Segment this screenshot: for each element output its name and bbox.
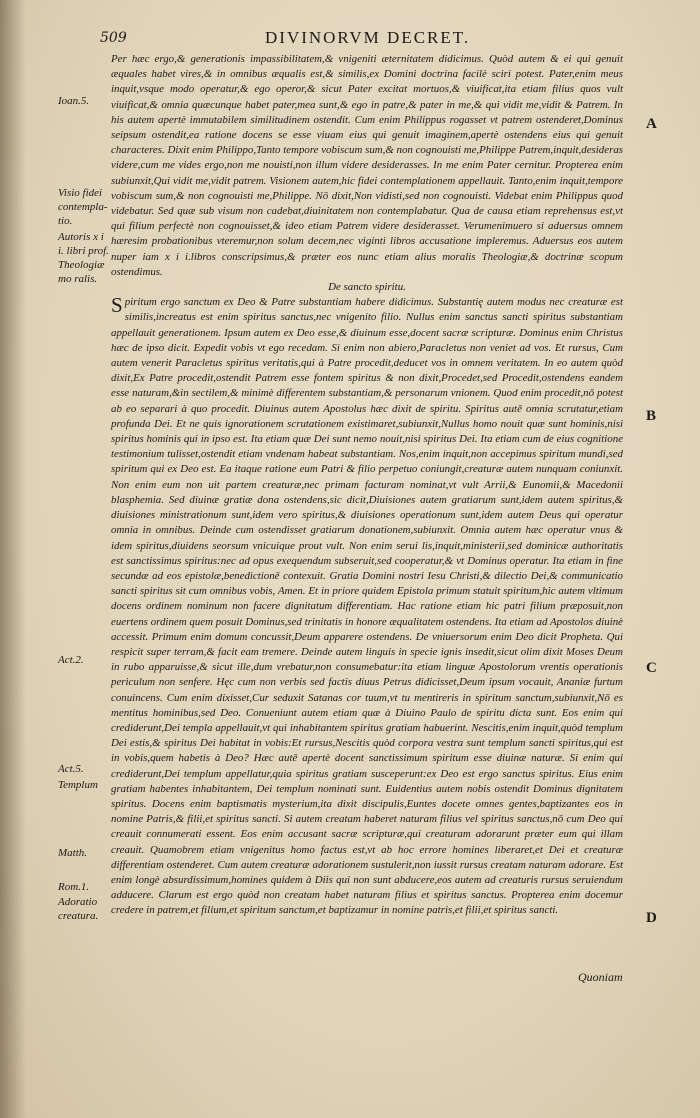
margin-note-autoris: Autoris x i i. libri prof. Theologiæ mo ralis.: [58, 231, 109, 285]
margin-note-act2: Act.2.: [58, 654, 84, 666]
main-text-block: [111, 52, 623, 919]
margin-note-visio-fidei: Visio fidei contempla- tio.: [58, 187, 108, 227]
page-number: 509: [100, 30, 127, 46]
section-letter-d: D: [646, 910, 657, 926]
margin-note-act5: Act.5.: [58, 763, 84, 775]
margin-note-ioan: Ioan.5.: [58, 95, 90, 107]
paragraph-2: Spiritum ergo sanctum ex Deo & Patre substantiam habere didicimus. Substantię autem modus nec creaturæ est similis,increatus est enim spiritus sanctus,nec vnigenito filio. Nullus enim sanctus sancti spiritus substantiam appellauit generationem. Ipsum autem ex Deo esse,& diuinum esse,docent sacræ scripturæ. Dominus enim Christus hæc de ipso dicit. Expedit vobis vt ego recedam. Si enim non abiero,Paracletus non veniet ad vos. Et rursus, Cum autem venerit Paracletus spiritus veritatis,qui à Patre procedit,deducet vos in omnem veritatem. In eo autem quòd dixit,Ex Patre procedit,ostendit Patrem esse fontem spiritus & non dixit,Procedet,sed Procedit,ostendens eandem esse naturam,&in sectilem,& minimè differentem substantiam,& personarum vnionem. Quod enim procedit,nō potest ab eo separari à quo procedit. Diuinus autem Apostolus hæc dixit de spiritu. Spiritus autē omnia scrutatur,etiam profunda Dei. Et ne quis ignorationem scrutationem existimaret,subiunxit,Nullus homo nouit quæ sunt hominis,nisi spiritus hominis qui in ipso est. Ita etiam quæ Dei sunt nemo nouit,nisi spiritus Dei. Ita etiam cum de eius cognitione testimonium tulisset,ostendit etiam vndenam habeat substantiam. Nos,enim inquit,non accepimus spiritum mundi,sed spiritum qui ex Deo est. Ea itaque ratione eum Patri & filio perpetuo coniungit,creaturæ autem nunquam coniunxit. Non enim eum non uit partem creaturæ,nec primam facturam nominat,vt vult Arrii,& Eunomii,& Macedonii blasphemia. Sed diuinæ gratiæ dona ostendens,sic dicit,Diuisiones autem gratiarum sunt,idem autem spiritus,& diuisiones ministrationum sunt,idem vero spiritus,& diuisiones operationum sunt,idem autem Deus qui operatur omnia in omnibus. Deinde cum ostendisset gratiarum donationem,subiunxit. Omnia autem hæc operatur vnus & idem spiritus,diuidens seorsum vnicuique prout vult. Non enim serui lis,inquit,ministerii,sed dominicæ authoritatis est sanctissimus spiritus:nec ad opus exequendum subseruit,sed cooperatur,& vt Dominus operatur. Ita etiam in fine secundæ ad eos epistolæ,benedictionē contexuit. Gratia Domini nostri Iesu Christi,& dilectio Dei,& communicatio sancti spiritus sit cum omnibus vobis, Amen. Et in priore quidem Epistola primum statuit spiritum,hic autem vltimum docens ordinem nominum non facere dignitatum differentiam. Hac ratione etiam hic patri filium præposuit,non euertens ordinem quem posuit Dominus,sed trinitatis in honore æqualitatem ostendens. Ita etiam ad Apostolos diuinè accessit. Primum enim domum concussit,Deum apparere ostendens. De vniuersorum enim Deo dicit Propheta. Qui respicit super terram,& facit eam tremere. Deinde autem linguis in specie ignis insedit,sicut olim dixit Moses Deum in rubo apparuisse,& sicut ille,dum vrebatur,non consumebatur:ita etiam linguæ Apostolorum vrentis operationis periculum non senfere. Hęc cum non verbis sed factis diuus Petrus didicisset,Deum ipsum vocauit, Ananiæ furtum conuincens. Cum enim dixisset,Cur seduxit Satanas cor tuum,vt tu mentireris in spiritum sanctum,subiunxit,Nō es mentitus hominibus,sed Deo. Conueniunt autem etiam quæ à Diuino Paulo de spiritu dicta sunt. Eos enim qui crediderunt,Dei templa appellauit,vt qui inhabitantem spiritus gratiam habuerint. Nescitis,enim inquit,quòd templum Dei estis,& spiritus Dei habitat in vobis:Et rursus,Nescitis quòd corpora vestra sunt templum sancti spiritus,qui est in vobis,quem habetis à Deo? Hæc autē apertè docent sanctissimum spiritum esse diuinæ naturæ. Si enim qui crediderunt,Dei templum appellatur,quia spiritus gratiam susceperunt:ex Deo est ergo sanctus spiritus. Eius enim gratiam habentes inhabitantem, Dei templum nominati sunt. Euidentius autem nobis ostendit Dominus dignitatem spiritus. Docens enim baptismatis mysterium,ita dixit discipulis,Euntes docete omnes gentes,baptizantes eos in nomine Patris,& filii,et spiritus sancti. Si autem creatam haberet naturam filius vel spiritus sanctus,nō cum Deo qui creauit connumerati essent. Eos enim accusant sacræ scripturæ,qui creaturam adorarunt præter eum qui illam creauit. Quamobrem etiam vnigenitus homo factus est,vt ab hoc errore homines liberaret,et Dei et creaturæ differentiam ostenderet. Cum autem creaturæ adorationem sustulerit,non iussit rursus creatam naturam adorare. Est enim longè absurdissimum,homines quidem à Diis qui non sunt abducere,eos autem ad creaturis rursus seruiendum adducere. Clarum est ergo quòd non creatam habet naturam filius et spiritus sanctus. Propterea enim docemur credere in patrem,et filium,et spiritum sanctum,et baptizamur in nomine patris,et filii,et spiritus sancti.: [111, 293, 623, 917]
margin-note-rom: Rom.1.: [58, 881, 90, 893]
paragraph-1: Per hæc ergo,& generationis impassibilitatem,& vnigeniti æternitatem didicimus. Quòd autem & ei qui genuit æquales habet vires,& in omnibus æqualis est,& similis,ex Domini doctrina facilè sciri potest. Pater,enim meus inquit,vsque modo operatur,& ego operor,& sicut Pater excitat mortuos,& viuificat,ita etiam filius quos vult viuificat,& omnia quæcunque habet pater,mea sunt,& ego in patre,& pater in me,& qui vidit me,vidit & Patrem. In his autem apertè immutabilem similitudinem ostendit. Cum enim Philippus rogasset vt patrem ostenderet,Dominus seipsum ostendit,ea ratione docens se esse viuam eius qui genuit imaginem,apertè ostendens eius qui genuit characteres. Dixit enim Philippo,Tanto tempore vobiscum sum,& non cognouisti me,Philippe Patrem,inquit,desideras videre,cum me vides ergo,non me nouisti,non illum videre desiderasses. In me enim Pater cernitur. Propterea enim subiunxit,Qui vidit me,vidit patrem. Visionem autem,hic fidei contemplationem appellauit. Tanto,enim inquit,tempore vobiscum sum,& non cognouisti me,Philippe. Nō dixit,Non vidisti,sed non cognouisti. Videbat enim Philippus quod videbatur. Sed quæ sub visum non cadebat,diuinitatem non contemplabatur. Qua de causa etiam reprehensus est,vt qui filium perfectè non cognouisset,& ideo etiam Patrem videre desiderasset. Verumenimuero si aduersus omnem hæresim probationibus vteremur,non solum decem,nec viginti libros accusatione impleremus. Aduersus eos autem nuper iam x i i.libros conscripsimus,& præter eos nunc etiam alius moralis Theologiæ,& doctrinæ scopum ostendimus.: [111, 53, 624, 278]
binding-shadow: [0, 0, 26, 1118]
catchword: Quoniam: [578, 970, 623, 984]
page-header: [100, 28, 612, 50]
margin-note-matth: Matth.: [58, 847, 88, 859]
section-letter-b: B: [646, 408, 657, 424]
margin-note-adoratio: Adoratio creatura.: [58, 896, 99, 922]
section-letter-c: C: [646, 660, 657, 676]
section-letter-a: A: [646, 116, 657, 132]
running-head: DIVINORVM DECRET.: [265, 28, 471, 47]
section-heading: De sancto spiritu.: [328, 281, 406, 294]
margin-note-templum: Templum: [58, 779, 98, 791]
